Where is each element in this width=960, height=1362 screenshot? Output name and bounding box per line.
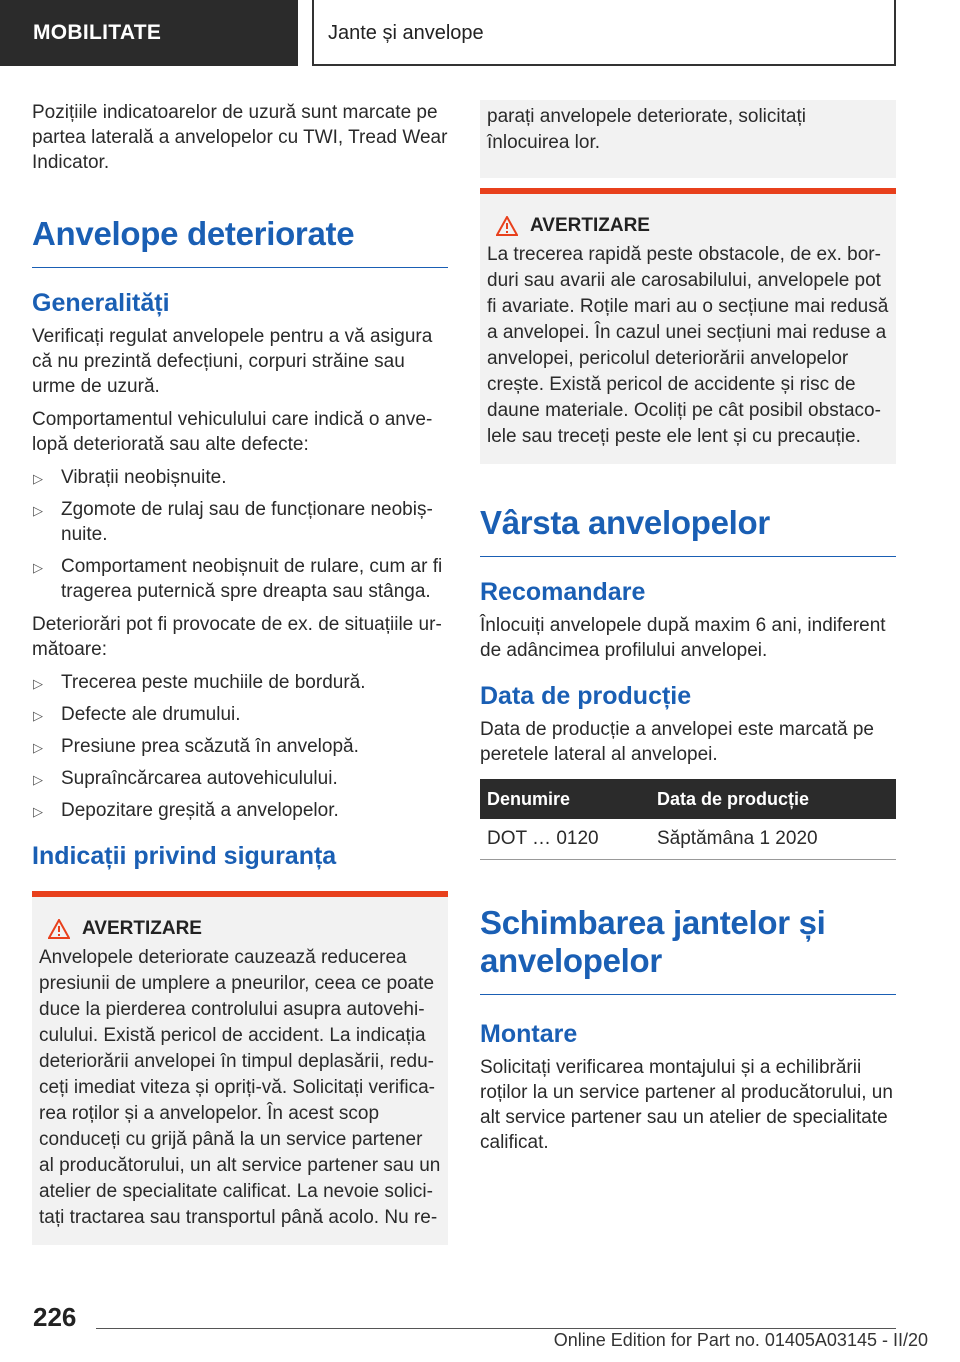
- table-header-row: [480, 779, 896, 819]
- list-item: ▷ Defecte ale drumului.: [32, 702, 448, 727]
- heading-production-date: Data de producție: [480, 682, 692, 710]
- paragraph-mounting: Solicitați verificarea montajului și a echilibrării roților la un service partener al producătorului, un alt service partener sau un atelier de specialitate calificat.: [480, 1056, 893, 1153]
- triangle-bullet-icon: ▷: [33, 560, 43, 575]
- triangle-bullet-icon: ▷: [33, 676, 43, 691]
- list-item: ▷ Presiune prea scăzută în anvelopă.: [32, 734, 448, 759]
- left-column: [32, 100, 448, 1245]
- section-tab: MOBILITATE: [0, 0, 298, 66]
- footer-divider: [96, 1328, 896, 1329]
- edition-text: Online Edition for Part no. 01405A03145 - II/20: [553, 1330, 928, 1350]
- heading-tyre-age: Vârsta anvelopelor: [480, 504, 896, 557]
- triangle-bullet-icon: ▷: [33, 708, 43, 723]
- paragraph-production-date: Data de producție a anvelopei este marcată pe peretele lateral al anvelopei.: [480, 719, 874, 765]
- triangle-bullet-icon: ▷: [33, 740, 43, 755]
- list-item: ▷ Depozitare greșită a anvelopelor.: [32, 798, 448, 823]
- paragraph-behavior: Comportamentul vehiculului care indică o anvelopă deteriorată sau alte defecte:: [32, 409, 433, 455]
- production-date-table: [480, 779, 896, 860]
- right-column: [480, 100, 896, 1163]
- column-header: Data de producție: [650, 779, 896, 819]
- warning-title: AVERTIZARE: [530, 215, 650, 236]
- table-cell: Săptămâna 1 2020: [650, 819, 896, 859]
- heading-mounting: Montare: [480, 1019, 578, 1048]
- warning-text: La trecerea rapidă peste obstacole, de ex. borduri sau avarii ale carosabilului, anvelopele pot fi avariate. Roțile mari au o secțiune mai redusă a anvelopei. În cazul unei secțiuni mai reduse a anvelopei, pericolul deteriorării anvelopelor crește. Există pericol de accidente și risc de daune materiale. Ocoliți pe cât posibil obstacolele sau treceți peste ele lent și cu precauție.: [487, 244, 889, 447]
- paragraph-recommendation: Înlocuiți anvelopele după maxim 6 ani, indiferent de adâncimea profilului anvelopei.: [480, 615, 886, 661]
- warning-continuation: [480, 100, 896, 178]
- symptom-list: [32, 465, 448, 604]
- heading-change-wheels: Schimbarea jantelor și anvelopelor: [480, 904, 896, 995]
- intro-paragraph: Pozițiile indicatoarelor de uzură sunt marcate pe partea laterală a anvelopelor cu TWI, Tread Wear Indicator.: [32, 102, 448, 173]
- table-cell: DOT … 0120: [480, 819, 650, 859]
- list-item: ▷ Supraîncărcarea autovehiculului.: [32, 766, 448, 791]
- paragraph-check: Verificați regulat anvelopele pentru a vă asigura că nu prezintă defecțiuni, corpuri străine sau urme de uzură.: [32, 326, 433, 397]
- cause-list: [32, 670, 448, 823]
- warning-triangle-icon: [48, 919, 70, 939]
- triangle-bullet-icon: ▷: [33, 471, 43, 486]
- triangle-bullet-icon: ▷: [33, 503, 43, 518]
- page-header: [0, 0, 960, 66]
- heading-safety: Indicații privind siguranța: [32, 842, 337, 870]
- chapter-title: Jante și anvelope: [312, 0, 896, 66]
- triangle-bullet-icon: ▷: [33, 804, 43, 819]
- table-row: [480, 819, 896, 859]
- warning-continuation-text: parați anvelopele deteriorate, solicitați înlocuirea lor.: [487, 106, 806, 153]
- warning-triangle-icon: [496, 216, 518, 236]
- heading-general: Generalități: [32, 289, 170, 317]
- list-item: ▷ Zgomote de rulaj sau de funcționare neobișnuite.: [33, 499, 433, 545]
- list-item: ▷ Vibrații neobișnuite.: [32, 465, 448, 490]
- warning-text: Anvelopele deteriorate cauzează reducerea presiunii de umplere a pneurilor, ceea ce poate duce la pierderea controlului asupra autovehiculului. Există pericol de accident. La indicația deteriorării anvelopei în timpul deplasării, reduceți imediat viteza și opriți-vă. Solicitați verificarea roților și a anvelopelor. În acest scop conduceți cu grijă până la un service partener al producătorului, un alt service partener sau un atelier de specialitate calificat. La nevoie solicitați tractarea sau transportul până acolo. Nu re-: [39, 947, 441, 1228]
- column-header: Denumire: [480, 779, 650, 819]
- page-number: 226: [33, 1302, 77, 1332]
- paragraph-causes: Deteriorări pot fi provocate de ex. de situațiile următoare:: [32, 614, 442, 660]
- heading-damaged-tyres: Anvelope deteriorate: [32, 215, 448, 268]
- warning-box: [32, 891, 448, 1245]
- heading-recommendation: Recomandare: [480, 578, 646, 606]
- warning-box-2: [480, 188, 896, 464]
- triangle-bullet-icon: ▷: [33, 772, 43, 787]
- warning-title: AVERTIZARE: [82, 918, 202, 939]
- list-item: ▷ Comportament neobișnuit de rulare, cum ar fi tragerea puternică spre dreapta sau stânga.: [33, 556, 443, 602]
- list-item: ▷ Trecerea peste muchiile de bordură.: [32, 670, 448, 695]
